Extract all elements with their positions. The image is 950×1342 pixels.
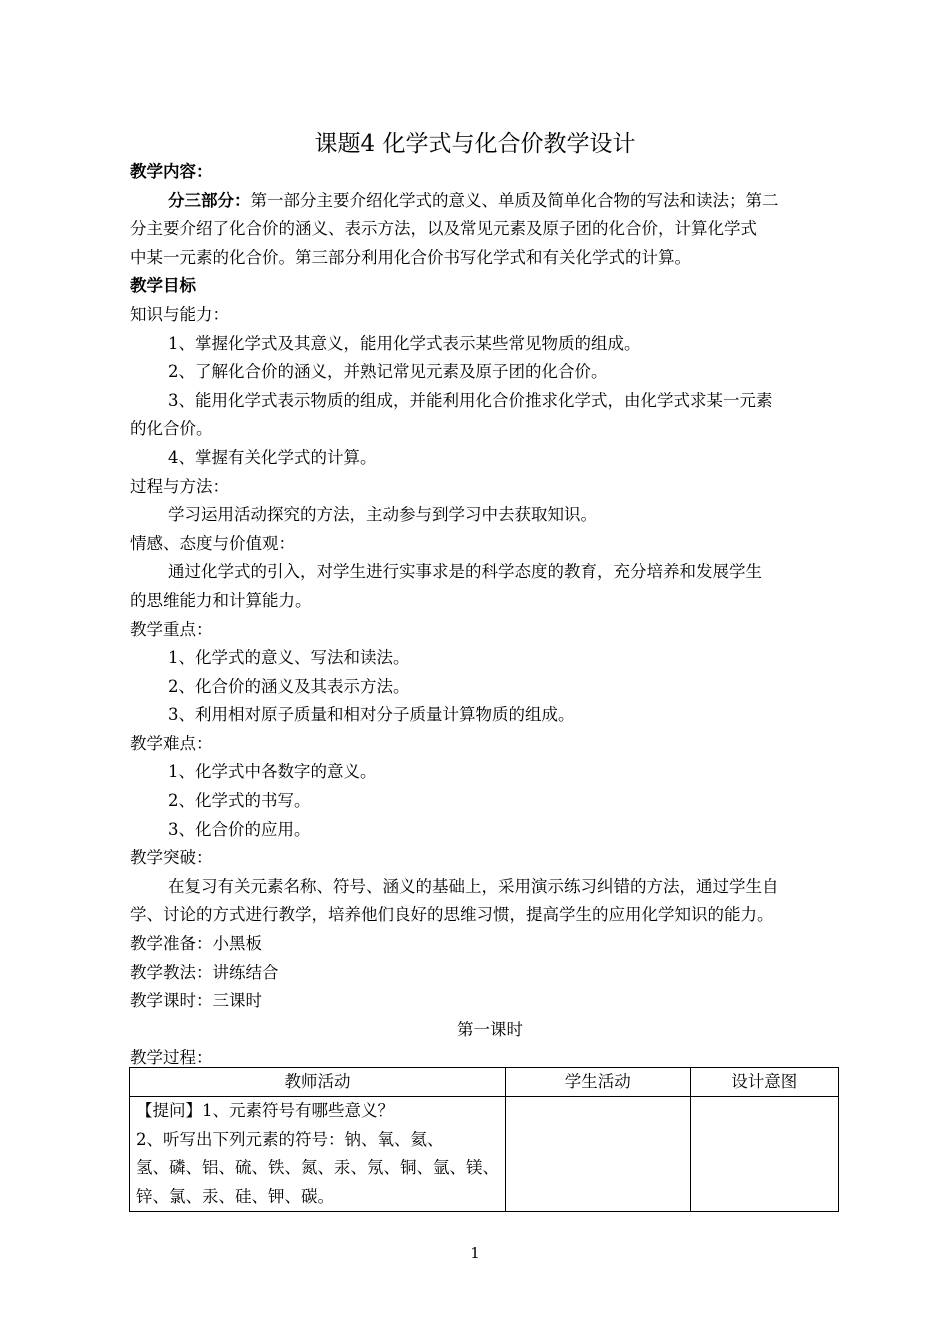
periods-line: 教学课时：三课时 [130, 991, 262, 1011]
document-body [130, 158, 850, 1073]
teacher-activity-line: 【提问】1、元素符号有哪些意义？ [136, 1101, 394, 1120]
difficulties-heading: 教学难点： [130, 733, 213, 753]
emotion-text: 通过化学式的引入，对学生进行实事求是的科学态度的教育，充分培养和发展学生 [168, 562, 762, 582]
student-activity-cell [506, 1097, 691, 1212]
key-points-heading: 教学重点： [130, 619, 213, 639]
first-period-heading: 第一课时 [457, 1019, 523, 1039]
knowledge-item-continued: 的化合价。 [130, 419, 213, 439]
difficulty-item: 2、化学式的书写。 [168, 791, 311, 811]
knowledge-item: 3、能用化学式表示物质的组成，并能利用化合价推求化学式，由化学式求某一元素 [168, 390, 773, 410]
objectives-heading: 教学目标 [130, 276, 196, 296]
teaching-content-text: 第一部分主要介绍化学式的意义、单质及简单化合物的写法和读法；第二 [250, 190, 779, 210]
teaching-content-paragraph-line [130, 187, 850, 216]
design-intent-cell [690, 1097, 838, 1212]
method-line: 教学教法：讲练结合 [130, 962, 279, 982]
teacher-activity-line: 锌、氯、汞、硅、钾、碳。 [136, 1186, 334, 1206]
process-method-heading: 过程与方法： [130, 476, 229, 496]
process-heading: 教学过程： [130, 1048, 213, 1068]
key-point-item: 3、利用相对原子质量和相对分子质量计算物质的组成。 [168, 705, 575, 725]
teacher-activity-cell [130, 1097, 506, 1212]
process-method-text: 学习运用活动探究的方法，主动参与到学习中去获取知识。 [168, 505, 597, 525]
document-title: 课题4 化学式与化合价教学设计 [314, 131, 636, 157]
teaching-content-lead: 分三部分： [168, 190, 251, 210]
knowledge-item: 1、掌握化学式及其意义，能用化学式表示某些常见物质的组成。 [168, 333, 641, 353]
header-student-activity: 学生活动 [506, 1068, 691, 1097]
emotion-text-continued: 的思维能力和计算能力。 [130, 590, 312, 610]
teaching-content-line: 分主要介绍了化合价的涵义、表示方法，以及常见元素及原子团的化合价，计算化学式 [130, 219, 757, 239]
teaching-content-heading: 教学内容： [130, 162, 213, 181]
page-number: 1 [470, 1244, 480, 1262]
difficulty-item: 1、化学式中各数字的意义。 [168, 762, 377, 782]
teacher-activity-line: 2、听写出下列元素的符号：钠、氧、氦、 [136, 1129, 444, 1149]
teaching-process-table [129, 1067, 839, 1212]
knowledge-item: 2、了解化合价的涵义，并熟记常见元素及原子团的化合价。 [168, 362, 608, 382]
breakthrough-text-continued: 学、讨论的方式进行教学，培养他们良好的思维习惯，提高学生的应用化学知识的能力。 [130, 905, 774, 925]
table-header-row [130, 1068, 839, 1097]
table-row [130, 1097, 839, 1212]
key-point-item: 1、化学式的意义、写法和读法。 [168, 648, 410, 668]
knowledge-heading: 知识与能力： [130, 304, 229, 324]
preparation-line: 教学准备：小黑板 [130, 934, 262, 954]
difficulty-item: 3、化合价的应用。 [168, 819, 311, 839]
header-design-intent: 设计意图 [690, 1068, 838, 1097]
header-teacher-activity: 教师活动 [130, 1068, 506, 1097]
emotion-heading: 情感、态度与价值观： [130, 533, 295, 553]
teaching-content-line: 中某一元素的化合价。第三部分利用化合价书写化学式和有关化学式的计算。 [130, 247, 691, 267]
teacher-activity-line: 氢、磷、铝、硫、铁、氮、汞、氖、铜、氩、镁、 [136, 1158, 499, 1178]
breakthrough-text: 在复习有关元素名称、符号、涵义的基础上，采用演示练习纠错的方法，通过学生自 [168, 876, 779, 896]
breakthrough-heading: 教学突破： [130, 848, 213, 868]
knowledge-item: 4、掌握有关化学式的计算。 [168, 447, 377, 467]
key-point-item: 2、化合价的涵义及其表示方法。 [168, 676, 410, 696]
